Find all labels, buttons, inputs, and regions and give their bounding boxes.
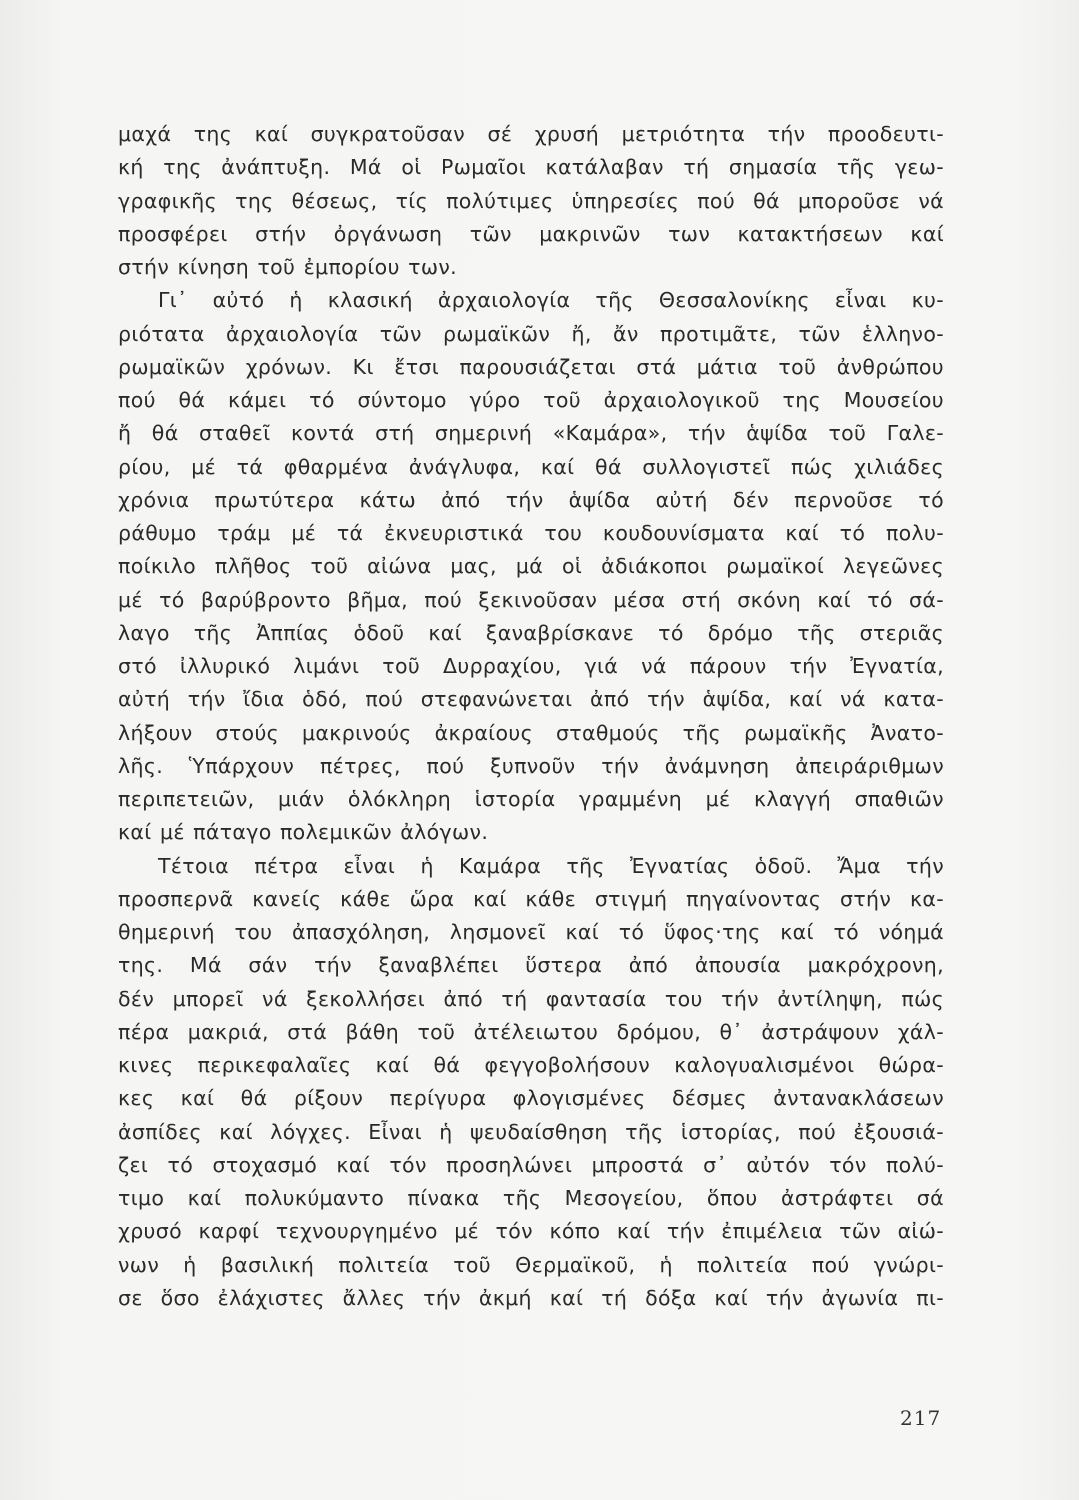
- text-line: ρωμαϊκῶν χρόνων. Κι ἔτσι παρουσιάζεται στά μάτια τοῦ ἀνθρώπου: [118, 354, 944, 379]
- text-line: ποίκιλο πλῆθος τοῦ αἰώνα μας, μά οἱ ἀδιάκοποι ρωμαϊκοί λεγεῶνες: [118, 554, 944, 579]
- text-line: χρυσό καρφί τεχνουργημένο μέ τόν κόπο καί τήν ἐπιμέλεια τῶν αἰώ-: [118, 1219, 944, 1244]
- text-line: στήν κίνηση τοῦ ἐμπορίου των.: [118, 255, 458, 279]
- text-line: ράθυμο τράμ μέ τά ἐκνευριστικά του κουδουνίσματα καί τό πολυ-: [118, 521, 944, 545]
- text-line: κή της ἀνάπτυξη. Μά οἱ Ρωμαῖοι κατάλαβαν τή σημασία τῆς γεω-: [118, 155, 944, 180]
- text-line: λαγο τῆς Ἀππίας ὁδοῦ καί ξαναβρίσκανε τό δρόμο τῆς στεριᾶς: [118, 620, 944, 645]
- text-line: κες καί θά ρίξουν περίγυρα φλογισμένες δέσμες ἀντανακλάσεων: [118, 1086, 944, 1111]
- text-line: περιπετειῶν, μιάν ὁλόκληρη ἱστορία γραμμένη μέ κλαγγή σπαθιῶν: [118, 787, 944, 811]
- text-line: λῆς. Ὑπάρχουν πέτρες, πού ξυπνοῦν τήν ἀνάμνηση ἀπειράριθμων: [118, 753, 944, 778]
- text-line: νων ἡ βασιλική πολιτεία τοῦ Θερμαϊκοῦ, ἡ πολιτεία πού γνώρι-: [118, 1252, 944, 1277]
- text-line: Τέτοια πέτρα εἶναι ἡ Καμάρα τῆς Ἐγνατίας ὁδοῦ. Ἄμα τήν: [158, 853, 944, 878]
- text-line: ρίου, μέ τά φθαρμένα ἀνάγλυφα, καί θά συλλογιστεῖ πώς χιλιάδες: [118, 454, 944, 479]
- text-line: καί μέ πάταγο πολεμικῶν ἀλόγων.: [118, 820, 489, 845]
- text-line: Γι᾿ αὐτό ἡ κλασική ἀρχαιολογία τῆς Θεσσαλονίκης εἶναι κυ-: [158, 288, 944, 313]
- text-line: λήξουν στούς μακρινούς ἀκραίους σταθμούς τῆς ρωμαϊκῆς Ἀνατο-: [118, 720, 944, 745]
- text-line: πού θά κάμει τό σύντομο γύρο τοῦ ἀρχαιολογικοῦ της Μουσείου: [118, 388, 944, 412]
- text-line: γραφικῆς της θέσεως, τίς πολύτιμες ὑπηρεσίες πού θά μποροῦσε νά: [118, 188, 944, 213]
- text-line: πέρα μακριά, στά βάθη τοῦ ἀτέλειωτου δρόμου, θ᾿ ἀστράψουν χάλ-: [118, 1019, 944, 1044]
- body-text: [118, 118, 944, 1315]
- text-line: ἀσπίδες καί λόγχες. Εἶναι ἡ ψευδαίσθηση τῆς ἱστορίας, πού ἐξουσιά-: [118, 1119, 944, 1144]
- text-line: μαχά της καί συγκρατοῦσαν σέ χρυσή μετριότητα τήν προοδευτι-: [118, 122, 944, 146]
- text-line: προσφέρει στήν ὀργάνωση τῶν μακρινῶν των κατακτήσεων καί: [118, 221, 944, 246]
- text-line: τιμο καί πολυκύμαντο πίνακα τῆς Μεσογείου, ὅπου ἀστράφτει σά: [118, 1186, 944, 1210]
- text-line: ριότατα ἀρχαιολογία τῶν ρωμαϊκῶν ἤ, ἄν προτιμᾶτε, τῶν ἑλληνο-: [118, 321, 944, 346]
- text-line: ἤ θά σταθεῖ κοντά στή σημερινή «Καμάρα», τήν ἁψίδα τοῦ Γαλε-: [118, 421, 944, 446]
- text-line: αὐτή τήν ἴδια ὁδό, πού στεφανώνεται ἀπό τήν ἁψίδα, καί νά κατα-: [118, 687, 944, 712]
- text-line: δέν μπορεῖ νά ξεκολλήσει ἀπό τή φαντασία του τήν ἀντίληψη, πώς: [118, 986, 944, 1011]
- text-line: ζει τό στοχασμό καί τόν προσηλώνει μπροστά σ᾿ αὐτόν τόν πολύ-: [118, 1152, 944, 1177]
- text-line: χρόνια πρωτύτερα κάτω ἀπό τήν ἁψίδα αὐτή δέν περνοῦσε τό: [118, 487, 944, 512]
- text-line: μέ τό βαρύβροντο βῆμα, πού ξεκινοῦσαν μέσα στή σκόνη καί τό σά-: [118, 587, 944, 612]
- text-line: θημερινή του ἀπασχόληση, λησμονεῖ καί τό ὕφος·της καί τό νόημά: [118, 920, 944, 944]
- text-line: της. Μά σάν τήν ξαναβλέπει ὕστερα ἀπό ἀπουσία μακρόχρονη,: [118, 953, 944, 978]
- page-number: 217: [900, 1406, 942, 1430]
- text-line: προσπερνᾶ κανείς κάθε ὥρα καί κάθε στιγμή πηγαίνοντας στήν κα-: [118, 886, 944, 911]
- text-line: στό ἰλλυρικό λιμάνι τοῦ Δυρραχίου, γιά νά πάρουν τήν Ἐγνατία,: [118, 654, 944, 678]
- text-line: σε ὅσο ἐλάχιστες ἄλλες τήν ἀκμή καί τή δόξα καί τήν ἀγωνία πι-: [118, 1285, 944, 1310]
- text-line: κινες περικεφαλαῖες καί θά φεγγοβολήσουν καλογυαλισμένοι θώρα-: [118, 1053, 944, 1077]
